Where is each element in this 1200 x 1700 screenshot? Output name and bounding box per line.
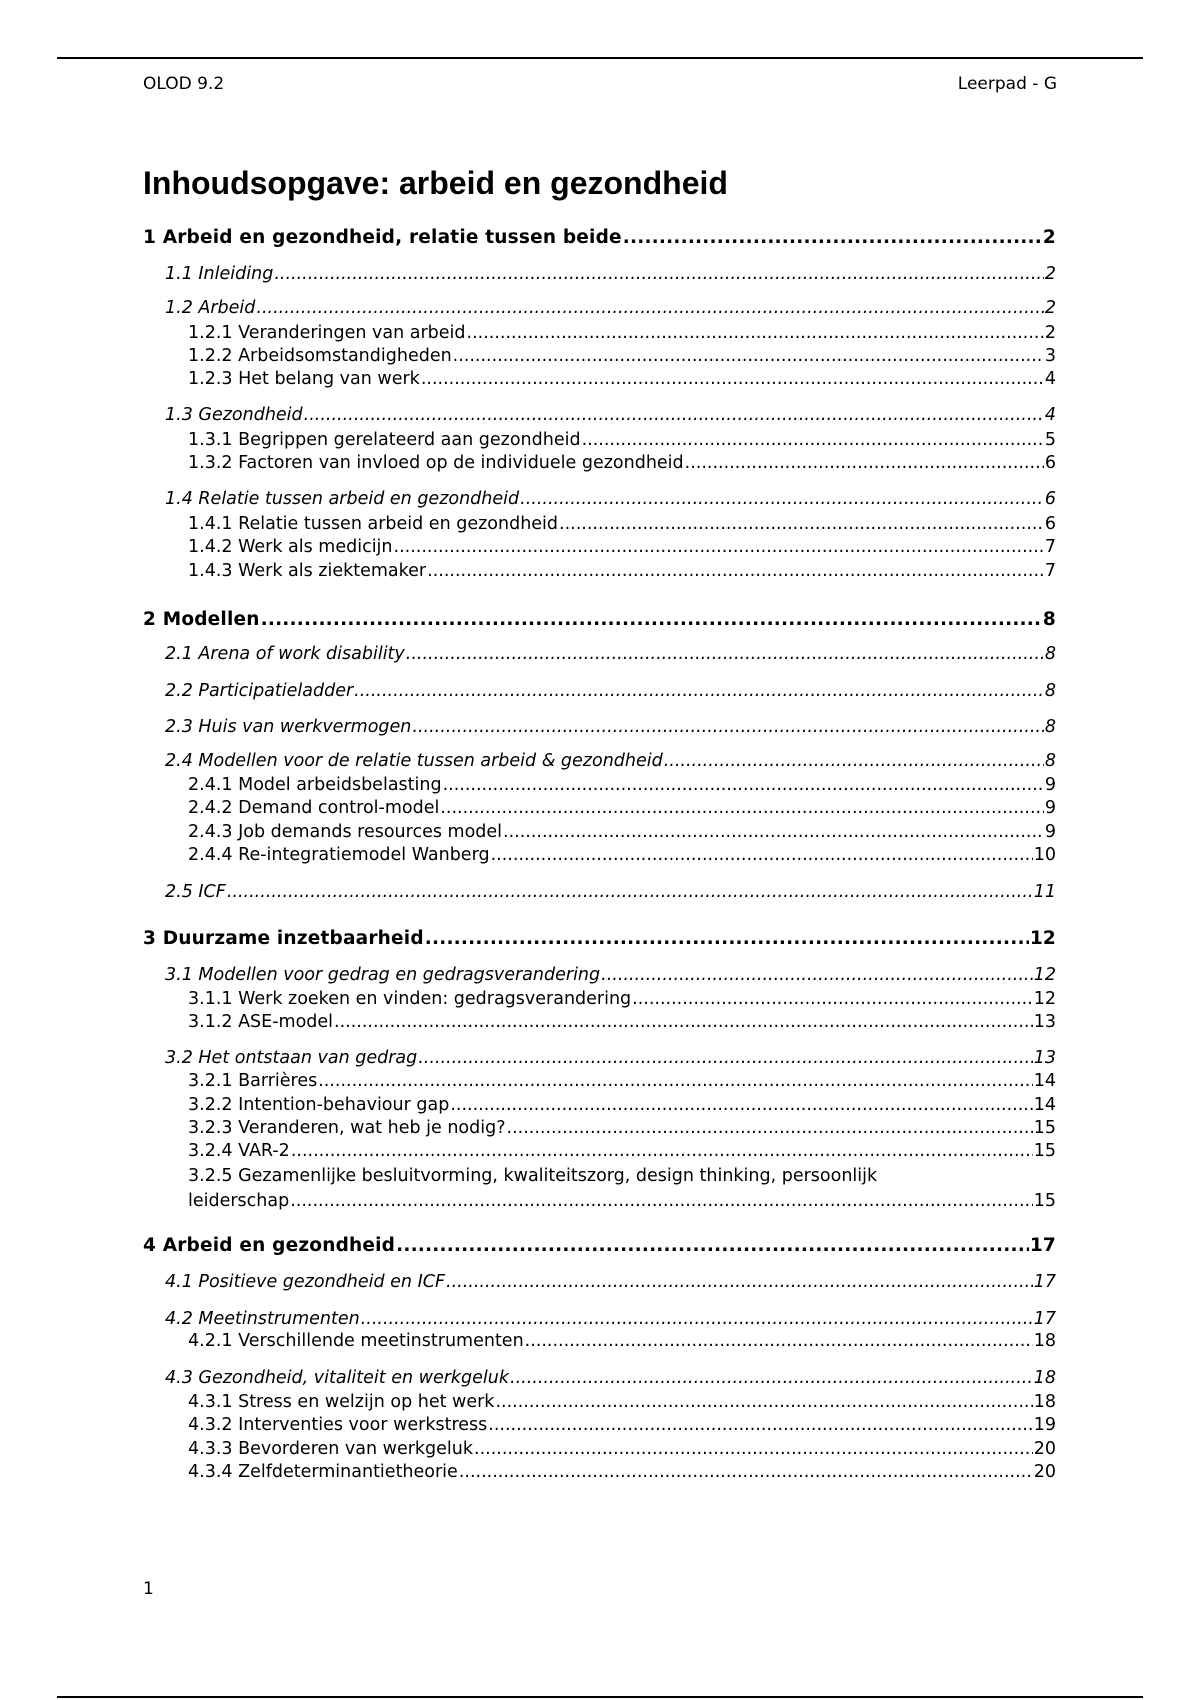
toc-entry-title: 1.2.1 Veranderingen van arbeid	[188, 323, 466, 343]
toc-dot-leader	[334, 1011, 1033, 1033]
toc-entry-title: 1.3.1 Begrippen gerelateerd aan gezondheid	[188, 430, 581, 450]
toc-entry-title: 3.1 Modellen voor gedrag en gedragsverandering	[165, 965, 601, 985]
toc-entry-title: 1.3 Gezondheid	[165, 405, 303, 425]
toc-entry-title: 1 Arbeid en gezondheid, relatie tussen beide	[143, 227, 622, 248]
toc-entry-title: 1.2 Arbeid	[165, 298, 256, 318]
toc-dot-leader	[495, 1391, 1032, 1413]
toc-entry-level-3[interactable]	[188, 1461, 1056, 1483]
toc-dot-leader	[559, 513, 1044, 535]
footer-rule	[57, 1696, 1143, 1698]
toc-entry-level-2[interactable]	[165, 750, 1056, 772]
toc-entry-level-3[interactable]	[188, 1117, 1056, 1139]
toc-entry-page: 8	[1044, 681, 1056, 701]
toc-entry-level-3[interactable]	[188, 368, 1056, 390]
toc-entry-level-2[interactable]	[165, 297, 1056, 319]
toc-entry-page: 18	[1033, 1331, 1056, 1351]
toc-dot-leader	[443, 774, 1044, 796]
toc-entry-title: 3.1.1 Werk zoeken en vinden: gedragsverandering	[188, 989, 632, 1009]
toc-dot-leader	[394, 536, 1044, 558]
toc-entry-title: 1.4.1 Relatie tussen arbeid en gezondheid	[188, 514, 559, 534]
toc-entry-page: 14	[1033, 1071, 1056, 1091]
toc-dot-leader	[406, 643, 1044, 665]
toc-entry-level-1[interactable]	[143, 609, 1056, 631]
toc-entry-title: 3.2.4 VAR-2	[188, 1141, 290, 1161]
toc-entry-page: 4	[1044, 369, 1056, 389]
toc-entry-title: 4.3.2 Interventies voor werkstress	[188, 1415, 488, 1435]
toc-entry-level-2[interactable]	[165, 263, 1056, 285]
toc-entry-page: 14	[1033, 1095, 1056, 1115]
toc-dot-leader	[623, 227, 1042, 249]
toc-dot-leader	[256, 297, 1043, 319]
toc-dot-leader	[261, 609, 1042, 631]
toc-entry-title: 1.2.2 Arbeidsomstandigheden	[188, 346, 452, 366]
toc-dot-leader	[274, 263, 1044, 285]
toc-entry-title: 3.2.3 Veranderen, wat heb je nodig?	[188, 1118, 506, 1138]
toc-entry-page: 13	[1033, 1012, 1056, 1032]
toc-entry-page: 18	[1033, 1368, 1056, 1388]
toc-entry-level-3[interactable]	[188, 797, 1056, 819]
toc-entry-level-3[interactable]	[188, 513, 1056, 535]
toc-entry-title: 2.4 Modellen voor de relatie tussen arbeid & gezondheid	[165, 751, 663, 771]
toc-entry-page: 8	[1042, 609, 1056, 630]
toc-entry-title: 1.1 Inleiding	[165, 264, 274, 284]
toc-dot-leader	[354, 680, 1044, 702]
toc-entry-page: 19	[1033, 1415, 1056, 1435]
toc-dot-leader	[418, 1047, 1032, 1069]
toc-dot-leader	[412, 716, 1043, 738]
toc-entry-page: 12	[1029, 928, 1056, 949]
toc-entry-level-1[interactable]	[143, 928, 1056, 950]
toc-dot-leader	[520, 488, 1044, 510]
toc-dot-leader	[459, 1461, 1033, 1483]
toc-entry-title: 4.2.1 Verschillende meetinstrumenten	[188, 1331, 524, 1351]
toc-entry-level-3[interactable]	[188, 1414, 1056, 1436]
toc-entry-level-2[interactable]	[165, 1271, 1056, 1293]
toc-entry-page: 15	[1033, 1191, 1056, 1211]
toc-entry-page: 18	[1033, 1392, 1056, 1412]
toc-entry-page: 6	[1044, 514, 1056, 534]
toc-entry-title: 3.2 Het ontstaan van gedrag	[165, 1048, 418, 1068]
toc-dot-leader	[450, 1094, 1032, 1116]
toc-entry-level-2[interactable]	[165, 964, 1056, 986]
toc-dot-leader	[290, 1190, 1032, 1212]
toc-dot-leader	[440, 797, 1044, 819]
toc-entry-title: 2.4.1 Model arbeidsbelasting	[188, 775, 442, 795]
toc-entry-level-3[interactable]	[188, 1330, 1056, 1352]
toc-dot-leader	[632, 988, 1033, 1010]
toc-entry-title: 3.2.2 Intention-behaviour gap	[188, 1095, 450, 1115]
toc-entry-title: 4 Arbeid en gezondheid	[143, 1235, 396, 1256]
toc-dot-leader	[664, 750, 1044, 772]
toc-dot-leader	[491, 844, 1033, 866]
toc-entry-level-3[interactable]	[188, 429, 1056, 451]
toc-entry-level-2[interactable]	[165, 716, 1056, 738]
toc-dot-leader	[510, 1367, 1033, 1389]
toc-dot-leader	[507, 1117, 1033, 1139]
toc-entry-level-3[interactable]	[188, 844, 1056, 866]
toc-entry-page: 9	[1044, 775, 1056, 795]
toc-entry-page: 13	[1033, 1048, 1056, 1068]
toc-entry-level-2[interactable]	[165, 404, 1056, 426]
toc-entry-level-3[interactable]	[188, 1070, 1056, 1092]
toc-entry-level-2[interactable]	[165, 643, 1056, 665]
toc-entry-page: 20	[1033, 1439, 1056, 1459]
toc-entry-title: 2.4.3 Job demands resources model	[188, 822, 503, 842]
toc-entry-title: 2.5 ICF	[165, 882, 226, 902]
toc-entry-page: 8	[1044, 644, 1056, 664]
toc-entry-title: 1.4.3 Werk als ziektemaker	[188, 561, 427, 581]
toc-dot-leader	[453, 345, 1044, 367]
toc-entry-level-3[interactable]	[188, 345, 1056, 367]
toc-entry-page: 17	[1033, 1272, 1056, 1292]
toc-dot-leader	[474, 1438, 1033, 1460]
toc-dot-leader	[503, 821, 1044, 843]
toc-dot-leader	[601, 964, 1033, 986]
toc-entry-level-2[interactable]	[165, 680, 1056, 702]
toc-entry-title: 2 Modellen	[143, 609, 260, 630]
toc-entry-title: 4.3.4 Zelfdeterminantietheorie	[188, 1462, 458, 1482]
toc-entry-title: 1.3.2 Factoren van invloed op de individuele gezondheid	[188, 453, 684, 473]
page-number: 1	[143, 1579, 154, 1599]
toc-entry-page: 5	[1044, 430, 1056, 450]
toc-entry-page: 15	[1033, 1141, 1056, 1161]
toc-dot-leader	[525, 1330, 1033, 1352]
toc-entry-title: 4.1 Positieve gezondheid en ICF	[165, 1272, 446, 1292]
toc-entry-page: 15	[1033, 1118, 1056, 1138]
toc-entry-page: 10	[1033, 845, 1056, 865]
toc-entry-title: 2.1 Arena of work disability	[165, 644, 405, 664]
toc-entry-level-2[interactable]	[165, 1308, 1056, 1330]
toc-entry-level-2[interactable]	[165, 1367, 1056, 1389]
toc-dot-leader	[488, 1414, 1032, 1436]
toc-entry-level-3[interactable]	[188, 1011, 1056, 1033]
toc-entry-title: 1.4.2 Werk als medicijn	[188, 537, 393, 557]
toc-dot-leader	[421, 368, 1044, 390]
toc-dot-leader	[227, 881, 1033, 903]
toc-entry-level-2[interactable]	[165, 1047, 1056, 1069]
toc-entry-page: 2	[1044, 323, 1056, 343]
toc-dot-leader	[425, 928, 1029, 950]
toc-entry-page: 2	[1042, 227, 1056, 248]
toc-entry-level-3[interactable]	[188, 1140, 1056, 1162]
toc-entry-title: 3 Duurzame inzetbaarheid	[143, 928, 424, 949]
toc-entry-page: 9	[1044, 798, 1056, 818]
toc-entry-page: 6	[1044, 489, 1056, 509]
toc-entry-title: 1.4 Relatie tussen arbeid en gezondheid	[165, 489, 520, 509]
toc-entry-text-line: 3.2.5 Gezamenlijke besluitvorming, kwaliteitszorg, design thinking, persoonlijk	[188, 1166, 878, 1186]
toc-entry-page: 6	[1044, 453, 1056, 473]
toc-dot-leader	[361, 1308, 1033, 1330]
toc-entry-title: 2.4.4 Re-integratiemodel Wanberg	[188, 845, 490, 865]
toc-dot-leader	[304, 404, 1044, 426]
toc-entry-page: 9	[1044, 822, 1056, 842]
toc-dot-leader	[685, 452, 1044, 474]
toc-entry-level-2[interactable]	[165, 488, 1056, 510]
toc-entry-title: 2.3 Huis van werkvermogen	[165, 717, 412, 737]
toc-entry-level-3[interactable]	[188, 774, 1056, 796]
toc-entry-level-3[interactable]	[188, 536, 1056, 558]
toc-entry-title: 1.2.3 Het belang van werk	[188, 369, 420, 389]
toc-entry-title: 4.2 Meetinstrumenten	[165, 1309, 360, 1329]
toc-entry-level-3[interactable]	[188, 1094, 1056, 1116]
toc-entry-title: 3.2.1 Barrières	[188, 1071, 318, 1091]
toc-entry-title: 2.4.2 Demand control-model	[188, 798, 440, 818]
toc-entry-level-3[interactable]	[188, 1438, 1056, 1460]
toc-dot-leader	[291, 1140, 1033, 1162]
toc-entry-page: 20	[1033, 1462, 1056, 1482]
toc-entry-page: 2	[1044, 298, 1056, 318]
toc-entry-level-3[interactable]	[188, 1391, 1056, 1413]
toc-entry-level-2[interactable]	[165, 881, 1056, 903]
toc-entry-level-3[interactable]	[188, 560, 1056, 582]
toc-entry-level-3[interactable]	[188, 1190, 1056, 1212]
toc-entry-page: 12	[1033, 965, 1056, 985]
header-learning-path: Leerpad - G	[957, 74, 1057, 94]
toc-entry-level-1[interactable]	[143, 227, 1056, 249]
header-course-code: OLOD 9.2	[143, 74, 225, 94]
toc-dot-leader	[318, 1070, 1032, 1092]
toc-entry-page: 11	[1033, 882, 1056, 902]
toc-dot-leader	[467, 322, 1044, 344]
page-title: Inhoudsopgave: arbeid en gezondheid	[143, 165, 728, 201]
toc-entry-page: 8	[1044, 751, 1056, 771]
toc-entry-page: 7	[1044, 561, 1056, 581]
toc-entry-level-1[interactable]	[143, 1235, 1056, 1257]
toc-entry-page: 8	[1044, 717, 1056, 737]
toc-dot-leader	[582, 429, 1044, 451]
toc-entry-title: 2.2 Participatieladder	[165, 681, 354, 701]
toc-entry-level-3[interactable]	[188, 821, 1056, 843]
toc-entry-title: 4.3 Gezondheid, vitaliteit en werkgeluk	[165, 1368, 510, 1388]
toc-entry-page: 4	[1044, 405, 1056, 425]
toc-dot-leader	[396, 1235, 1029, 1257]
toc-entry-page: 7	[1044, 537, 1056, 557]
toc-entry-page: 17	[1029, 1235, 1056, 1256]
toc-entry-page: 17	[1033, 1309, 1056, 1329]
toc-entry-page: 3	[1044, 346, 1056, 366]
toc-entry-level-3[interactable]	[188, 322, 1056, 344]
toc-entry-page: 2	[1044, 264, 1056, 284]
toc-entry-level-3[interactable]	[188, 452, 1056, 474]
toc-entry-title: leiderschap	[188, 1191, 290, 1211]
toc-dot-leader	[446, 1271, 1033, 1293]
toc-entry-title: 3.1.2 ASE-model	[188, 1012, 334, 1032]
toc-entry-level-3[interactable]	[188, 988, 1056, 1010]
toc-entry-page: 12	[1033, 989, 1056, 1009]
toc-entry-title: 4.3.1 Stress en welzijn op het werk	[188, 1392, 495, 1412]
toc-entry-title: 4.3.3 Bevorderen van werkgeluk	[188, 1439, 474, 1459]
toc-dot-leader	[427, 560, 1044, 582]
